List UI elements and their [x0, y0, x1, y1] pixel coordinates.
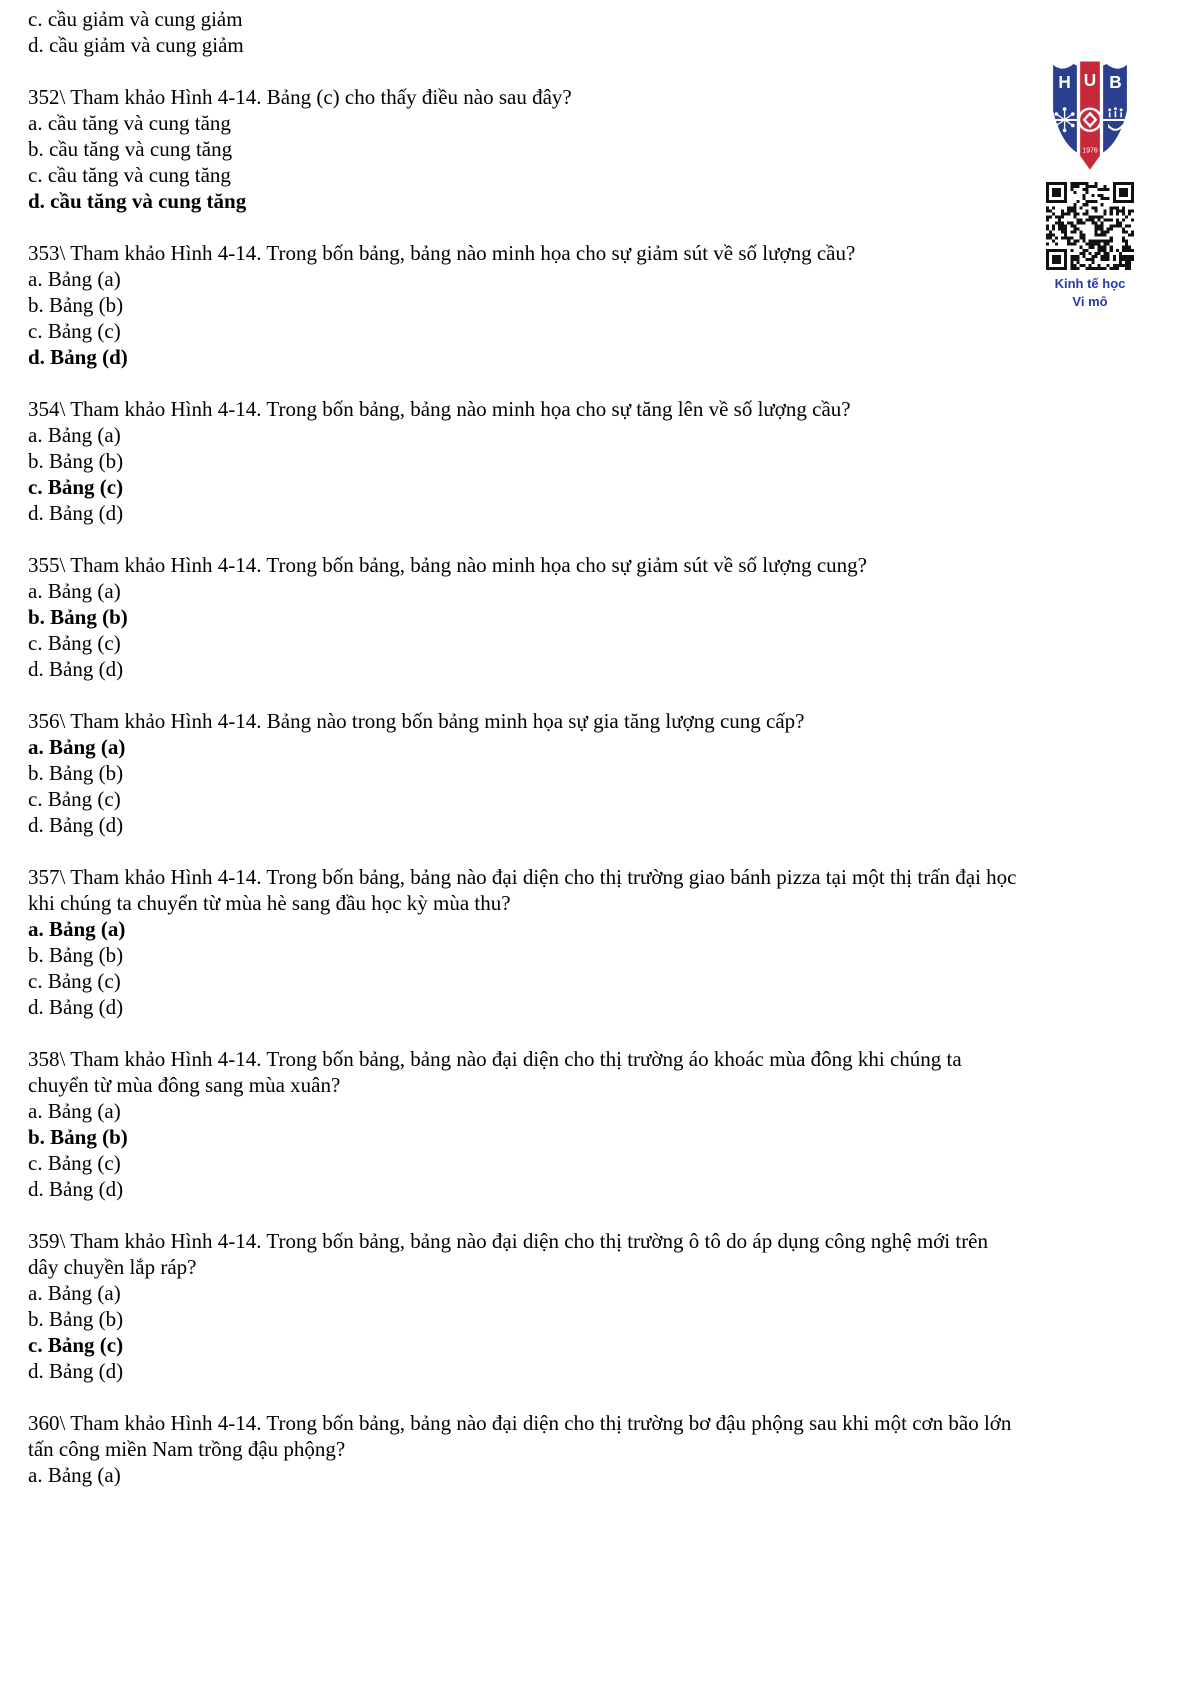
answer-option: d. Bảng (d) — [28, 813, 124, 837]
question-text-line: 353\ Tham khảo Hình 4-14. Trong bốn bảng, bảng nào minh họa cho sự giảm sút về số lượng cầu? — [28, 241, 856, 265]
answer-option: c. Bảng (c) — [28, 319, 121, 343]
answer-option: c. Bảng (c) — [28, 631, 121, 655]
question-block — [28, 240, 1168, 370]
question-block — [28, 708, 1168, 838]
course-caption-line2: Vi mô — [1072, 294, 1108, 309]
answer-option: a. Bảng (a) — [28, 423, 121, 447]
question-text-line: khi chúng ta chuyển từ mùa hè sang đầu học kỳ mùa thu? — [28, 891, 511, 915]
answer-option: b. Bảng (b) — [28, 605, 128, 629]
question-text-line: 359\ Tham khảo Hình 4-14. Trong bốn bảng, bảng nào đại diện cho thị trường ô tô do áp dụng công nghệ mới trên — [28, 1229, 989, 1253]
answer-option: c. Bảng (c) — [28, 475, 124, 499]
branding-column — [1040, 54, 1140, 311]
question-text-line: 360\ Tham khảo Hình 4-14. Trong bốn bảng, bảng nào đại diện cho thị trường bơ đậu phộng sau khi một cơn bão lớn — [28, 1411, 1012, 1435]
answer-option: c. Bảng (c) — [28, 969, 121, 993]
answer-option: d. Bảng (d) — [28, 1177, 124, 1201]
answer-option: b. Bảng (b) — [28, 943, 124, 967]
question-block — [28, 1228, 1168, 1384]
course-caption-line1: Kinh tế học — [1054, 276, 1126, 291]
logo-letter-b: B — [1109, 71, 1122, 92]
answer-option: a. Bảng (a) — [28, 1463, 121, 1487]
answer-option: c. cầu tăng và cung tăng — [28, 163, 231, 187]
answer-option: a. Bảng (a) — [28, 735, 126, 759]
answer-option: d. cầu giảm và cung giảm — [28, 33, 244, 57]
answer-option: d. Bảng (d) — [28, 995, 124, 1019]
question-block — [28, 552, 1168, 682]
question-block — [28, 1046, 1168, 1202]
question-block — [28, 396, 1168, 526]
answer-option: a. Bảng (a) — [28, 917, 126, 941]
question-block — [28, 864, 1168, 1020]
answer-option: d. Bảng (d) — [28, 657, 124, 681]
answer-option: b. Bảng (b) — [28, 293, 124, 317]
logo-letter-u: U — [1083, 70, 1097, 91]
question-text-line: chuyển từ mùa đông sang mùa xuân? — [28, 1073, 341, 1097]
answer-option: d. Bảng (d) — [28, 345, 128, 369]
question-block — [28, 1410, 1168, 1488]
answer-option: a. Bảng (a) — [28, 579, 121, 603]
question-text-line: 358\ Tham khảo Hình 4-14. Trong bốn bảng, bảng nào đại diện cho thị trường áo khoác mùa đông khi chúng ta — [28, 1047, 962, 1071]
question-block — [28, 6, 1168, 58]
question-text-line: 357\ Tham khảo Hình 4-14. Trong bốn bảng, bảng nào đại diện cho thị trường giao bánh pizza tại một thị trấn đại học — [28, 865, 1017, 889]
answer-option: a. Bảng (a) — [28, 267, 121, 291]
answer-option: d. Bảng (d) — [28, 501, 124, 525]
hub-logo-icon — [1049, 54, 1131, 174]
answer-option: b. Bảng (b) — [28, 1307, 124, 1331]
logo-year: 1976 — [1082, 147, 1098, 155]
question-text-line: 355\ Tham khảo Hình 4-14. Trong bốn bảng, bảng nào minh họa cho sự giảm sút về số lượng cung? — [28, 553, 867, 577]
answer-option: c. Bảng (c) — [28, 1151, 121, 1175]
question-text-line: 354\ Tham khảo Hình 4-14. Trong bốn bảng, bảng nào minh họa cho sự tăng lên về số lượng cầu? — [28, 397, 851, 421]
question-text-line: dây chuyền lắp ráp? — [28, 1255, 197, 1279]
question-list — [28, 6, 1168, 1514]
answer-option: d. Bảng (d) — [28, 1359, 124, 1383]
question-text-line: 352\ Tham khảo Hình 4-14. Bảng (c) cho thấy điều nào sau đây? — [28, 85, 572, 109]
question-text-line: 356\ Tham khảo Hình 4-14. Bảng nào trong bốn bảng minh họa sự gia tăng lượng cung cấp? — [28, 709, 805, 733]
qr-code — [1046, 182, 1134, 270]
answer-option: a. Bảng (a) — [28, 1099, 121, 1123]
logo-letter-h: H — [1058, 71, 1071, 92]
question-text-line: tấn công miền Nam trồng đậu phộng? — [28, 1437, 346, 1461]
answer-option: b. cầu tăng và cung tăng — [28, 137, 233, 161]
answer-option: b. Bảng (b) — [28, 1125, 128, 1149]
answer-option: a. Bảng (a) — [28, 1281, 121, 1305]
answer-option: b. Bảng (b) — [28, 761, 124, 785]
answer-option: c. Bảng (c) — [28, 1333, 124, 1357]
answer-option: c. cầu giảm và cung giảm — [28, 7, 243, 31]
answer-option: d. cầu tăng và cung tăng — [28, 189, 247, 213]
answer-option: c. Bảng (c) — [28, 787, 121, 811]
answer-option: b. Bảng (b) — [28, 449, 124, 473]
question-block — [28, 84, 1168, 214]
answer-option: a. cầu tăng và cung tăng — [28, 111, 231, 135]
